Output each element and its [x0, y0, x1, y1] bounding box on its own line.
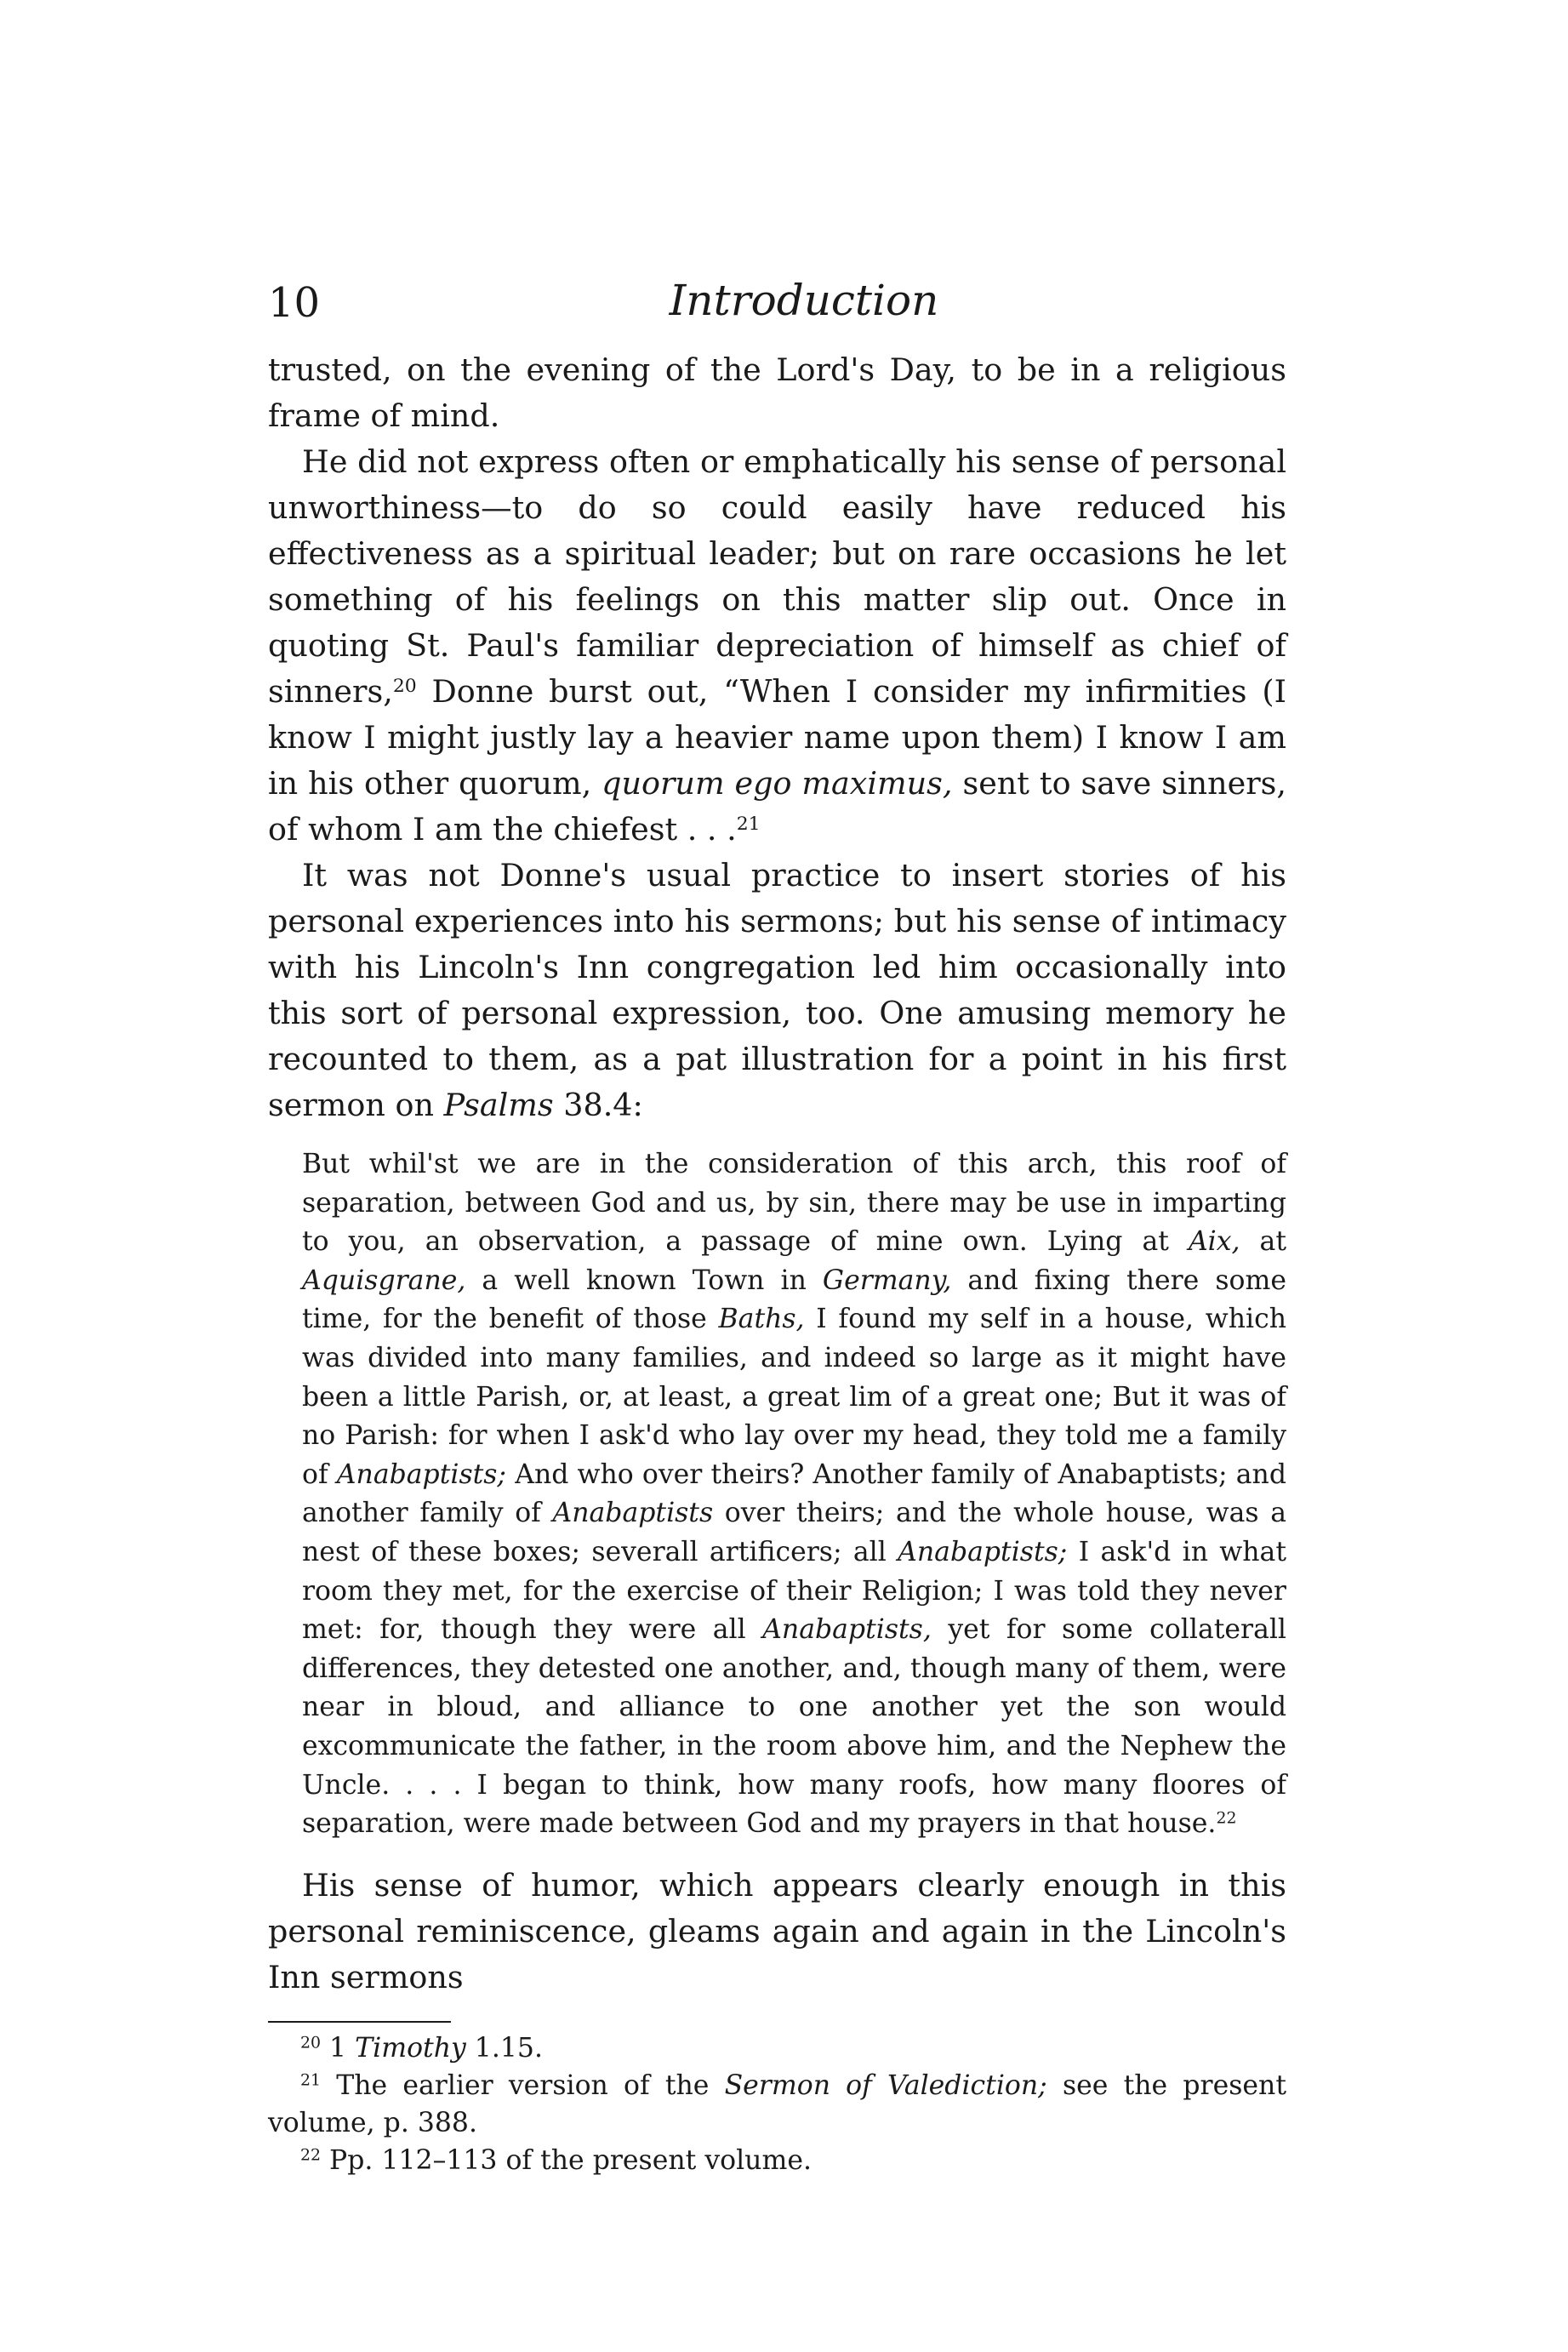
- italic-germany: Germany,: [822, 1264, 952, 1296]
- text-run: at: [1240, 1226, 1286, 1258]
- page-header: [268, 276, 1289, 339]
- italic-anabaptists: Anabaptists,: [762, 1614, 932, 1646]
- text-run: see the present volume, p. 388.: [268, 2069, 1286, 2138]
- italic-baths: Baths,: [718, 1304, 805, 1335]
- italic-aix: Aix,: [1188, 1226, 1240, 1258]
- footnote-22: [268, 2142, 1286, 2179]
- footnote-ref-20: 20: [392, 675, 417, 697]
- paragraph-continuation: trusted, on the evening of the Lord's Day, to be in a religious frame of mind.: [268, 351, 1286, 434]
- text-run: yet for some collaterall differences, they detested one another, and, though many of them, were near in bloud, and alliance to one another yet the son would excommunicate the father, in the room above him, and the Nephew the Uncle. . . . I began to think, how many roofs, how many floores of separation, were made between God and my prayers in that house.: [302, 1614, 1287, 1840]
- italic-anabaptists: Anabaptists: [552, 1498, 714, 1529]
- main-text: [268, 347, 1286, 2179]
- text-run: Pp. 112–113 of the present volume.: [321, 2144, 812, 2176]
- footnotes: [268, 2029, 1286, 2179]
- footnote-number: 22: [300, 2145, 322, 2165]
- footnote-ref-22: 22: [1216, 1808, 1237, 1828]
- footnote-rule: [268, 2021, 451, 2023]
- footnote-20: [268, 2029, 1286, 2067]
- block-quotation: [302, 1145, 1286, 1844]
- text-run: 38.4:: [553, 1087, 643, 1123]
- italic-latin: quorum ego maximus,: [602, 765, 953, 802]
- italic-title: Timothy: [355, 2032, 466, 2064]
- text-run: Donne burst out, “When I consider my infirmities (I know I might justly lay a heavier name upon them) I know I am in his other quorum,: [268, 673, 1286, 802]
- text-run: The earlier version of the: [321, 2069, 725, 2101]
- text-run: and fixing there some time, for the benefit of those: [302, 1264, 1286, 1335]
- footnote-ref-21: 21: [736, 813, 761, 835]
- text-run: over theirs; and the whole house, was a nest of these boxes; severall artificers; all: [302, 1498, 1287, 1567]
- paragraph-personal-experiences: [268, 853, 1286, 1128]
- text-run: But whil'st we are in the consideration of this arch, this roof of separation, between God and us, by sin, there may be use in imparting to you, an observation, a passage of mine own. Lying at: [302, 1149, 1286, 1258]
- text-run: a well known Town in: [465, 1264, 823, 1296]
- text-run: sent to save sinners, of whom I am the chiefest . . .: [268, 765, 1286, 848]
- italic-psalms: Psalms: [443, 1087, 554, 1123]
- page-number: 10: [268, 279, 321, 327]
- italic-anabaptists: Anabaptists;: [336, 1459, 507, 1490]
- text-run: 1: [321, 2032, 356, 2064]
- text-run: I ask'd in what room they met, for the exercise of their Religion; I was told they never met: for, though they were all: [302, 1536, 1286, 1646]
- running-head: Introduction: [669, 276, 939, 325]
- footnote-number: 21: [300, 2070, 322, 2090]
- footnote-number: 20: [300, 2033, 322, 2052]
- italic-title: Sermon of Valediction;: [724, 2069, 1047, 2101]
- text-run: And who over theirs? Another family of Anabaptists; and another family of: [302, 1459, 1287, 1529]
- paragraph-humor: His sense of humor, which appears clearly enough in this personal reminiscence, gleams again and again in the Lincoln's Inn sermons: [268, 1866, 1286, 1995]
- footnote-21: [268, 2067, 1286, 2142]
- paragraph-unworthiness: [268, 439, 1286, 853]
- italic-aquisgrane: Aquisgrane,: [302, 1264, 466, 1296]
- text-run: It was not Donne's usual practice to insert stories of his personal experiences into his sermons; but his sense of intimacy with his Lincoln's Inn congregation led him occasionally into this sort of personal expression, too. One amusing memory he recounted to them, as a pat illustration for a point in his first sermon on: [268, 857, 1286, 1123]
- italic-anabaptists: Anabaptists;: [898, 1536, 1068, 1567]
- text-run: He did not express often or emphatically his sense of personal unworthiness—to do so could easily have reduced his effectiveness as a spiritual leader; but on rare occasions he let something of his feelings on this matter slip out. Once in quoting St. Paul's familiar depreciation of himself as chief of sinners,: [268, 443, 1286, 710]
- text-run: 1.15.: [465, 2032, 543, 2064]
- text-run: I found my self in a house, which was divided into many families, and indeed so large as it might have been a little Parish, or, at least, a great lim of a great one; But it was of no Parish: for when I ask'd who lay over my head, they told me a family of: [302, 1304, 1286, 1490]
